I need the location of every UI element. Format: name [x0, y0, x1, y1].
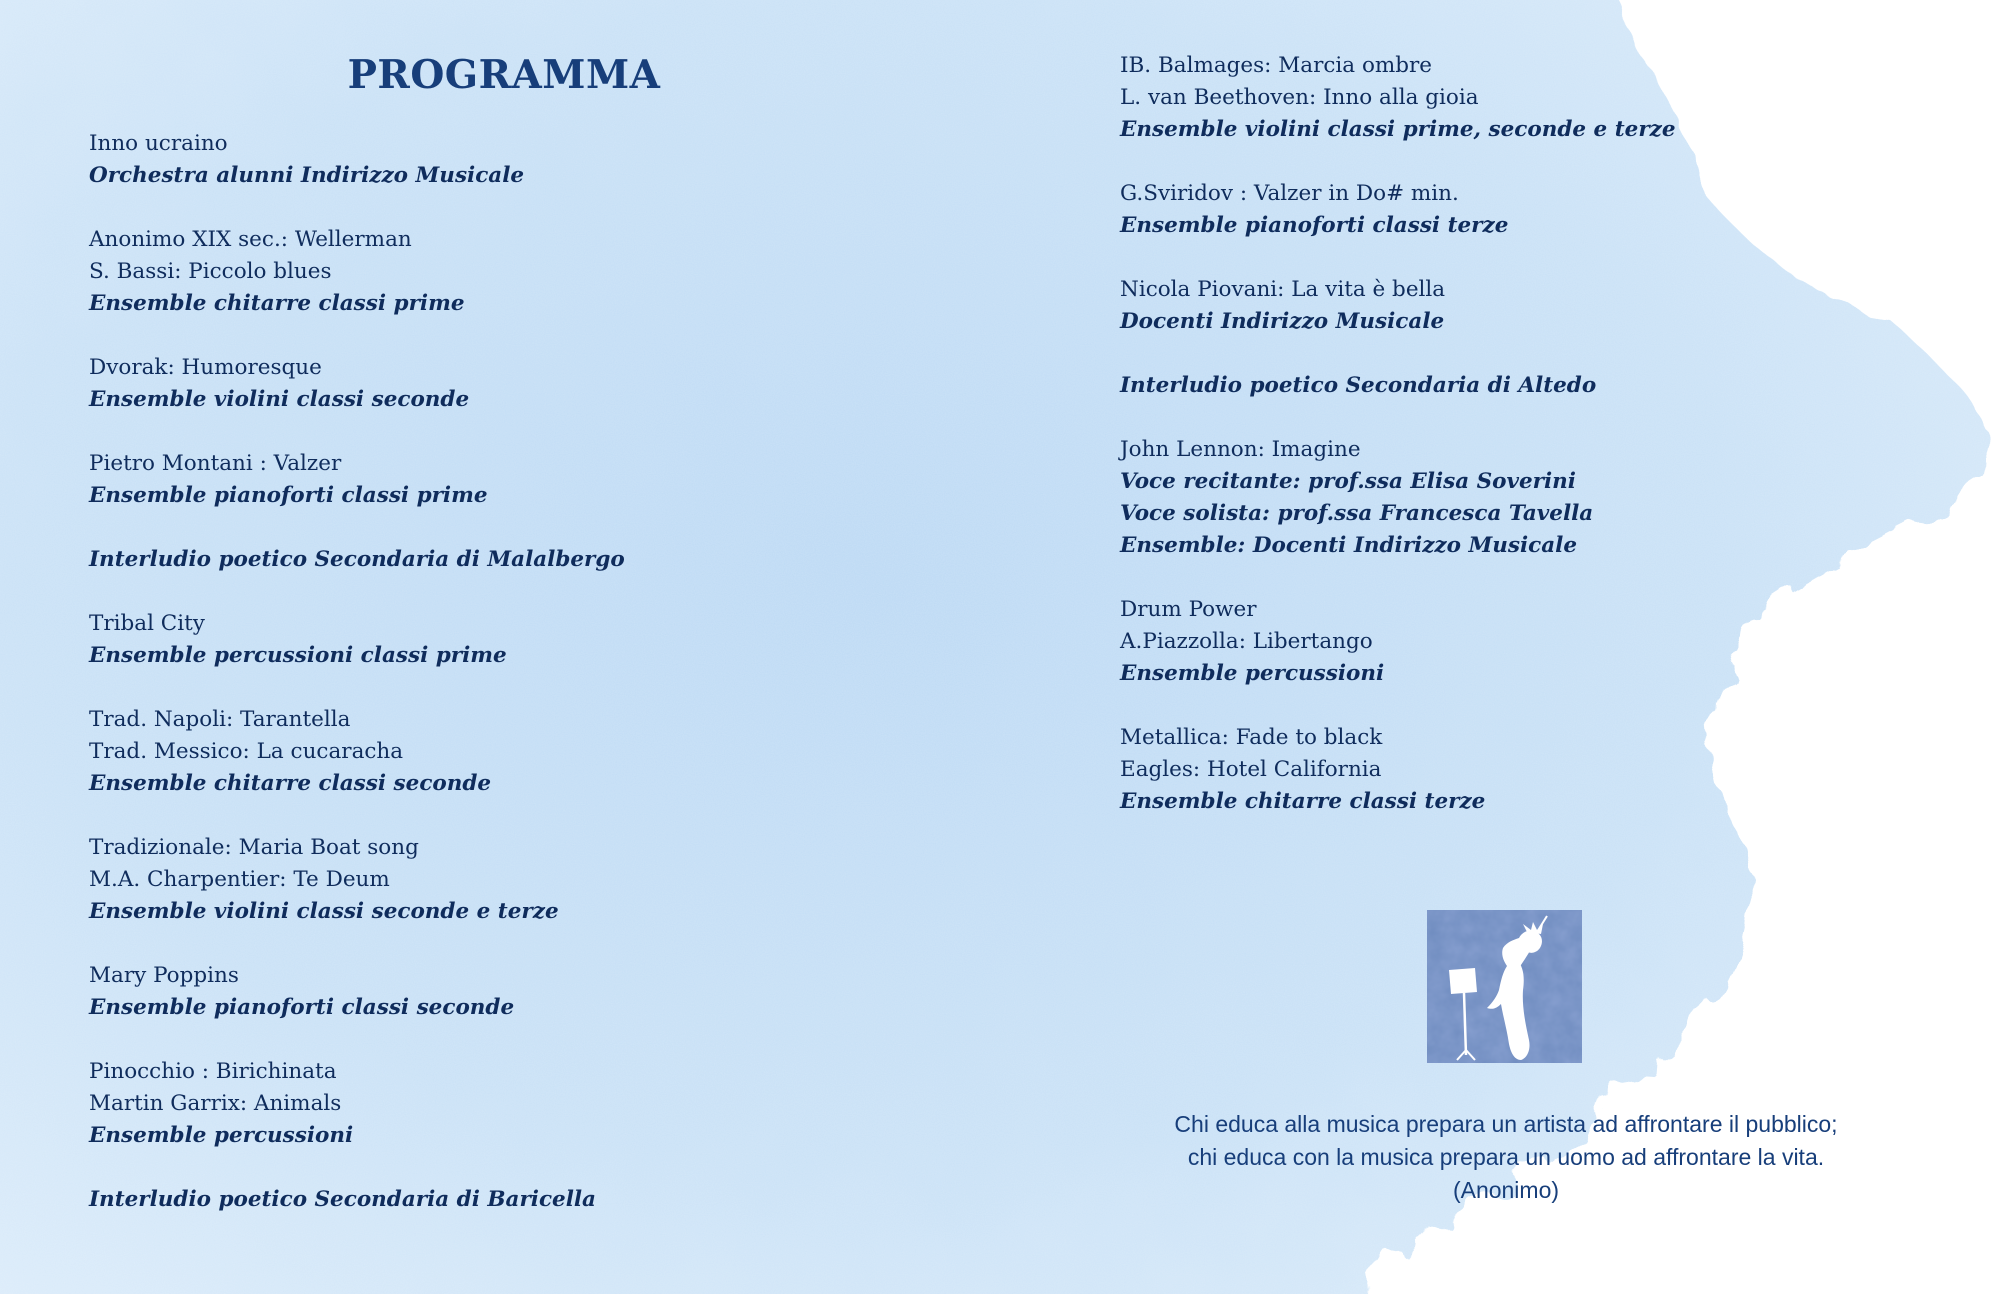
performer-line: Voce solista: prof.ssa Francesca Tavella	[1120, 501, 1594, 526]
performer-line: Ensemble violini classi seconde	[89, 387, 470, 412]
piece-line: Tradizionale: Maria Boat song	[89, 835, 419, 860]
piece-line: Drum Power	[1120, 597, 1257, 622]
program-block	[1120, 594, 1920, 690]
program-block	[89, 960, 625, 1024]
program-block	[1120, 50, 1920, 146]
performer-line: Interludio poetico Secondaria di Altedo	[1120, 373, 1597, 398]
piece-line: S. Bassi: Piccolo blues	[89, 259, 332, 284]
performer-line: Ensemble chitarre classi terze	[1120, 789, 1486, 814]
program-block	[1120, 722, 1920, 818]
program-block	[89, 704, 625, 800]
performer-line: Orchestra alunni Indirizzo Musicale	[89, 163, 525, 188]
performer-line: Ensemble pianoforti classi terze	[1120, 213, 1509, 238]
performer-line: Ensemble chitarre classi seconde	[89, 771, 492, 796]
quote-author: (Anonimo)	[1452, 1177, 1560, 1203]
piece-line: Inno ucraino	[89, 131, 228, 156]
piece-line: Trad. Napoli: Tarantella	[89, 707, 351, 732]
performer-line: Interludio poetico Secondaria di Malalbergo	[89, 547, 625, 572]
performer-line: Voce recitante: prof.ssa Elisa Soverini	[1120, 469, 1576, 494]
piece-line: Tribal City	[89, 611, 205, 636]
piece-line: A.Piazzolla: Libertango	[1120, 629, 1373, 654]
performer-line: Ensemble violini classi seconde e terze	[89, 899, 559, 924]
piece-line: Trad. Messico: La cucaracha	[89, 739, 404, 764]
piece-line: Anonimo XIX sec.: Wellerman	[89, 227, 412, 252]
performer-line: Ensemble: Docenti Indirizzo Musicale	[1120, 533, 1578, 558]
piece-line: Pietro Montani : Valzer	[89, 451, 342, 476]
program-block	[89, 1056, 625, 1152]
program-block	[1120, 434, 1920, 562]
program-block	[89, 224, 625, 320]
program-block	[89, 448, 625, 512]
piece-line: John Lennon: Imagine	[1120, 437, 1361, 462]
program-block	[89, 832, 625, 928]
piece-line: M.A. Charpentier: Te Deum	[89, 867, 390, 892]
performer-line: Ensemble violini classi prime, seconde e terze	[1120, 117, 1676, 142]
page-title: PROGRAMMA	[347, 52, 661, 98]
piece-line: Eagles: Hotel California	[1120, 757, 1382, 782]
quote-line-2: chi educa con la musica prepara un uomo ad affrontare la vita.	[1187, 1144, 1825, 1170]
piece-line: Dvorak: Humoresque	[89, 355, 322, 380]
quote	[1106, 1108, 1906, 1207]
conductor-silhouette-icon	[1427, 910, 1582, 1063]
performer-line: Ensemble pianoforti classi prime	[89, 483, 488, 508]
program-block	[89, 608, 625, 672]
performer-line: Docenti Indirizzo Musicale	[1120, 309, 1445, 334]
piece-line: Nicola Piovani: La vita è bella	[1120, 277, 1446, 302]
piece-line: Pinocchio : Birichinata	[89, 1059, 337, 1084]
program-block	[89, 1184, 625, 1216]
conductor-image	[1427, 910, 1582, 1063]
performer-line: Interludio poetico Secondaria di Baricella	[89, 1187, 596, 1212]
piece-line: Metallica: Fade to black	[1120, 725, 1383, 750]
program-right-column	[1120, 50, 1920, 850]
program-block	[1120, 178, 1920, 242]
piece-line: Martin Garrix: Animals	[89, 1091, 342, 1116]
performer-line: Ensemble percussioni classi prime	[89, 643, 507, 668]
performer-line: Ensemble pianoforti classi seconde	[89, 995, 515, 1020]
program-block	[89, 128, 625, 192]
piece-line: Mary Poppins	[89, 963, 239, 988]
piece-line: G.Sviridov : Valzer in Do# min.	[1120, 181, 1459, 206]
piece-line: IB. Balmages: Marcia ombre	[1120, 53, 1433, 78]
performer-line: Ensemble percussioni	[1120, 661, 1385, 686]
quote-line-1: Chi educa alla musica prepara un artista ad affrontare il pubblico;	[1174, 1111, 1838, 1137]
performer-line: Ensemble chitarre classi prime	[89, 291, 465, 316]
program-block	[1120, 274, 1920, 338]
piece-line: L. van Beethoven: Inno alla gioia	[1120, 85, 1479, 110]
performer-line: Ensemble percussioni	[89, 1123, 354, 1148]
program-block	[89, 544, 625, 576]
program-block	[1120, 370, 1920, 402]
program-block	[89, 352, 625, 416]
